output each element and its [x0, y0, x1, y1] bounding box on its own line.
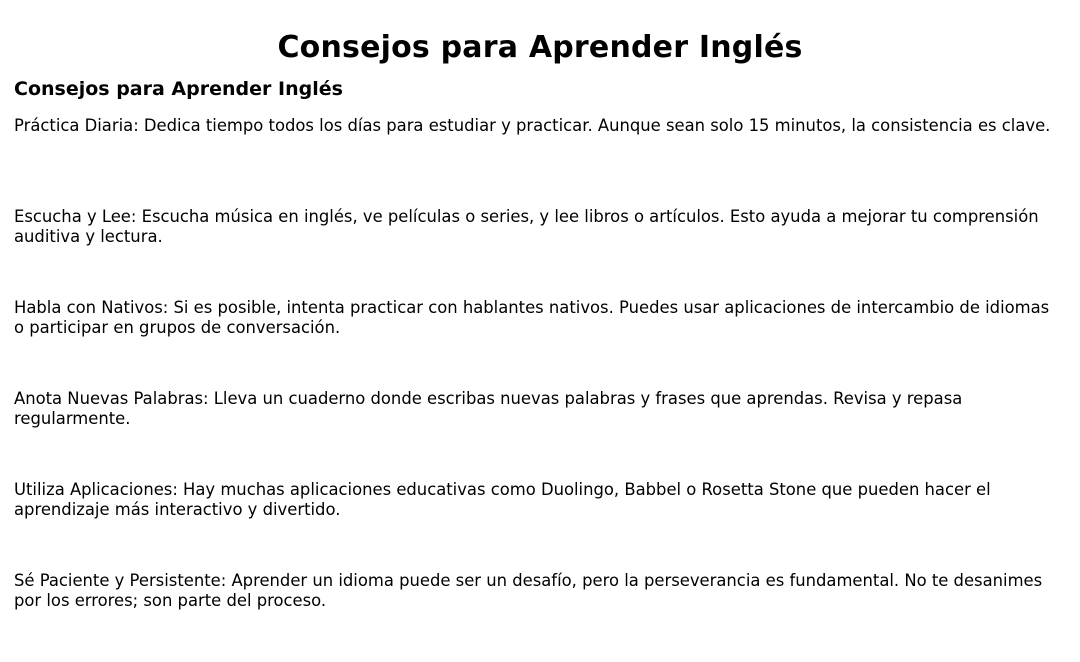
tip-item-use-apps: Utiliza Aplicaciones: Hay muchas aplicaciones educativas como Duolingo, Babbel o Rosetta Stone que pueden hacer el aprendizaje más interactivo y divertido.	[14, 480, 991, 519]
tips-list	[14, 116, 1054, 662]
section-heading: Consejos para Aprender Inglés	[14, 78, 343, 100]
tip-item-speak-natives: Habla con Nativos: Si es posible, intenta practicar con hablantes nativos. Puedes usar aplicaciones de intercambio de idiomas o participar en grupos de conversación.	[14, 298, 1050, 337]
tip-item-new-words: Anota Nuevas Palabras: Lleva un cuaderno donde escribas nuevas palabras y frases que aprendas. Revisa y repasa regularmente.	[14, 389, 963, 428]
tip-item-listen-read: Escucha y Lee: Escucha música en inglés, ve películas o series, y lee libros o artículos. Esto ayuda a mejorar tu comprensión auditiva y lectura.	[14, 207, 1039, 246]
page-title: Consejos para Aprender Inglés	[277, 30, 803, 65]
tip-item-patience: Sé Paciente y Persistente: Aprender un idioma puede ser un desafío, pero la perseverancia es fundamental. No te desanimes por los errores; son parte del proceso.	[14, 571, 1043, 610]
tip-item-daily-practice: Práctica Diaria: Dedica tiempo todos los días para estudiar y practicar. Aunque sean solo 15 minutos, la consistencia es clave.	[14, 116, 1051, 135]
